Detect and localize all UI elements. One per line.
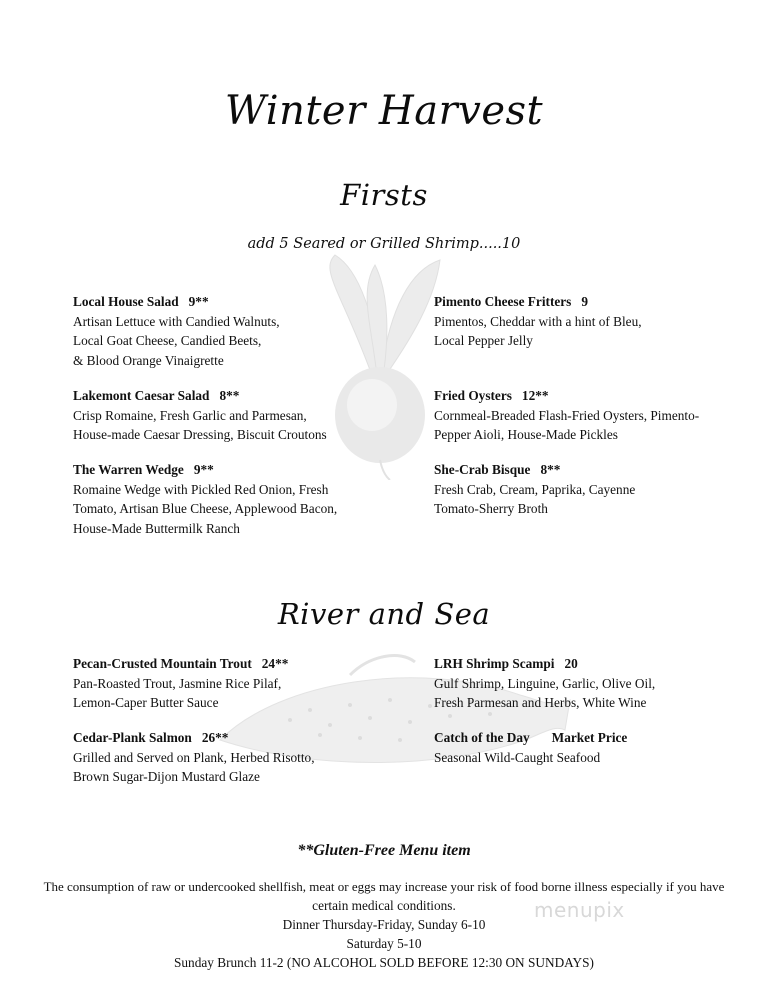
item-description: Romaine Wedge with Pickled Red Onion, Fresh Tomato, Artisan Blue Cheese, Applewood Bacon, House-Made Buttermilk Ranch [73, 481, 338, 536]
hours-saturday: Saturday 5-10 [346, 936, 422, 951]
menu-item [434, 292, 642, 351]
menu-item [73, 654, 288, 713]
item-price: Market Price [551, 730, 628, 745]
item-description: Crisp Romaine, Fresh Garlic and Parmesan, House-made Caesar Dressing, Biscuit Croutons [73, 407, 327, 442]
menu-item [73, 728, 315, 787]
item-description: Seasonal Wild-Caught Seafood [434, 749, 601, 765]
item-price: 9** [193, 462, 214, 477]
item-name: She-Crab Bisque [434, 462, 531, 477]
item-price: 12** [521, 388, 549, 403]
item-price: 9 [581, 294, 589, 309]
item-description: Gulf Shrimp, Linguine, Garlic, Olive Oil, Fresh Parmesan and Herbs, White Wine [434, 675, 656, 710]
disclaimer-line-2: certain medical conditions. [312, 898, 456, 913]
item-description: Grilled and Served on Plank, Herbed Risotto, Brown Sugar-Dijon Mustard Glaze [73, 749, 315, 784]
menu-item [73, 292, 280, 370]
menu-item [434, 386, 699, 445]
disclaimer-line-1: The consumption of raw or undercooked shellfish, meat or eggs may increase your risk of food borne illness especially if you have [43, 879, 725, 894]
river-sea-heading: River and Sea [277, 597, 491, 631]
menu-title: Winter Harvest [224, 88, 544, 134]
item-price: 8** [540, 462, 561, 477]
item-description: Artisan Lettuce with Candied Walnuts, Local Goat Cheese, Candied Beets, & Blood Orange Vinaigrette [73, 313, 280, 368]
item-description: Fresh Crab, Cream, Paprika, Cayenne Tomato-Sherry Broth [434, 481, 636, 516]
menupix-watermark: menupix [534, 898, 625, 922]
item-name: Pecan-Crusted Mountain Trout [73, 656, 252, 671]
beet-illustration-icon [300, 250, 450, 480]
item-name: Cedar-Plank Salmon [73, 730, 192, 745]
menu-item [73, 386, 327, 445]
item-name: LRH Shrimp Scampi [434, 656, 555, 671]
hours-brunch: Sunday Brunch 11-2 (NO ALCOHOL SOLD BEFORE 12:30 ON SUNDAYS) [174, 955, 594, 970]
shrimp-addon-note: add 5 Seared or Grilled Shrimp.....10 [247, 236, 521, 252]
item-price: 26** [201, 730, 229, 745]
item-description: Pimentos, Cheddar with a hint of Bleu, Local Pepper Jelly [434, 313, 642, 348]
item-name: Local House Salad [73, 294, 179, 309]
menu-item [434, 460, 635, 519]
item-price: 8** [219, 388, 240, 403]
menu-item [434, 654, 655, 713]
item-description: Cornmeal-Breaded Flash-Fried Oysters, Pimento- Pepper Aioli, House-Made Pickles [434, 407, 700, 442]
item-description: Pan-Roasted Trout, Jasmine Rice Pilaf, Lemon-Caper Butter Sauce [73, 675, 282, 710]
item-name: Catch of the Day [434, 730, 530, 745]
item-price: 24** [261, 656, 289, 671]
item-name: The Warren Wedge [73, 462, 184, 477]
item-price: 20 [564, 656, 578, 671]
menu-item [434, 728, 627, 767]
item-name: Fried Oysters [434, 388, 512, 403]
gluten-free-note: **Gluten-Free Menu item [297, 842, 471, 859]
item-price: 9** [188, 294, 209, 309]
firsts-heading: Firsts [340, 178, 428, 212]
item-name: Pimento Cheese Fritters [434, 294, 572, 309]
menu-item [73, 460, 337, 538]
item-name: Lakemont Caesar Salad [73, 388, 210, 403]
hours-dinner: Dinner Thursday-Friday, Sunday 6-10 [282, 917, 486, 932]
